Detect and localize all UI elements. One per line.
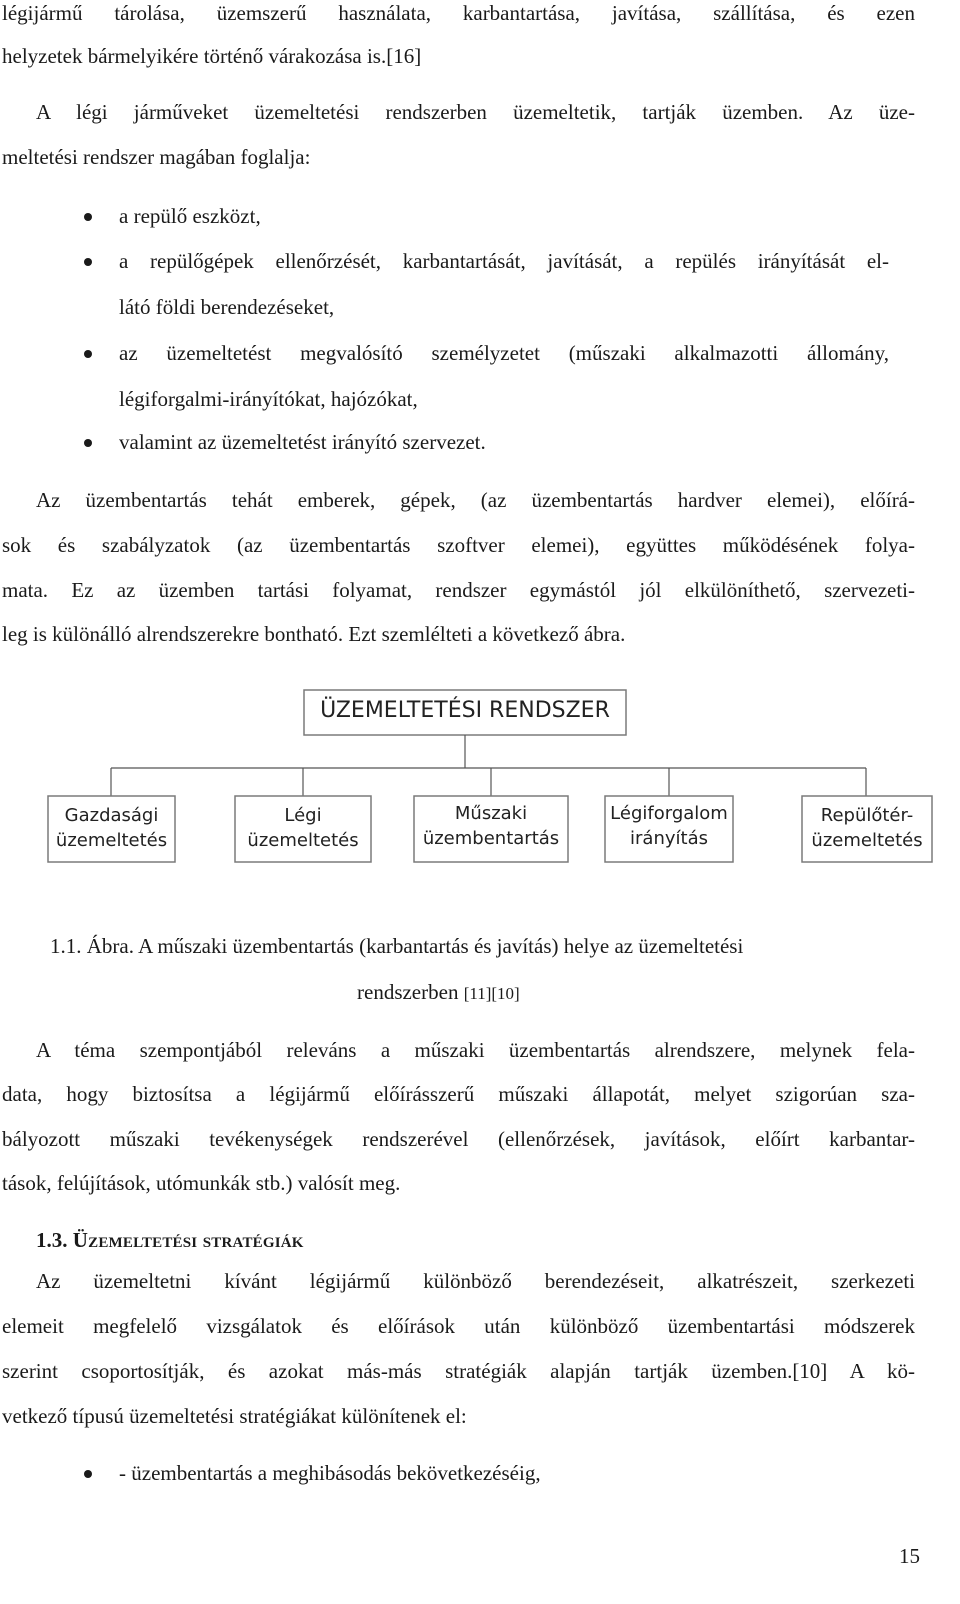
org-diagram bbox=[0, 680, 960, 880]
bullet-dot bbox=[84, 439, 92, 447]
figure-caption-line2 bbox=[357, 979, 960, 1007]
bullet-dot bbox=[84, 258, 92, 266]
node-label-line: üzemeltetés bbox=[247, 830, 359, 851]
bullet-item: valamint az üzemeltetést irányító szervezet. bbox=[119, 430, 486, 454]
bullet-dot bbox=[84, 1470, 92, 1478]
page-number: 15 bbox=[899, 1544, 920, 1568]
paragraph-line: sok és szabályzatok (az üzembentartás szoftver elemei), együttes működésének folya- bbox=[2, 533, 915, 557]
bullet-dot bbox=[84, 213, 92, 221]
bullet-item: a repülő eszközt, bbox=[119, 204, 261, 228]
node-label-line: Légiforgalom bbox=[610, 803, 728, 824]
paragraph-line: helyzetek bármelyikére történő várakozása is.[16] bbox=[2, 44, 422, 68]
bullet-dot bbox=[84, 350, 92, 358]
diagram-node-legi bbox=[235, 803, 371, 853]
bullet-item-continuation: látó földi berendezéseket, bbox=[119, 295, 335, 319]
node-label-line: Gazdasági bbox=[64, 805, 159, 826]
paragraph-line: mata. Ez az üzemben tartási folyamat, rendszer egymástól jól elkülöníthető, szervezeti- bbox=[2, 578, 915, 602]
heading-number: 1.3. bbox=[36, 1228, 68, 1252]
paragraph-line: A téma szempontjából releváns a műszaki üzembentartás alrendszere, melynek fela- bbox=[36, 1038, 915, 1062]
paragraph-line: leg is különálló alrendszerekre bontható. Ezt szemlélteti a következő ábra. bbox=[2, 622, 626, 646]
diagram-node-gazdasagi bbox=[48, 803, 175, 853]
bullet-item: a repülőgépek ellenőrzését, karbantartását, javítását, a repülés irányítását el- bbox=[119, 249, 889, 273]
bullet-item: az üzemeltetést megvalósító személyzetet (műszaki alkalmazotti állomány, bbox=[119, 341, 889, 365]
node-label-line: üzembentartás bbox=[422, 828, 560, 849]
node-label-line: Légi bbox=[284, 805, 322, 826]
diagram-root-label: ÜZEMELTETÉSI RENDSZER bbox=[320, 698, 610, 723]
paragraph-line: tások, felújítások, utómunkák stb.) valósít meg. bbox=[2, 1171, 401, 1195]
paragraph-line: bályozott műszaki tevékenységek rendszerével (ellenőrzések, javítások, előírt karbantar- bbox=[2, 1127, 915, 1151]
paragraph-line: szerint csoportosítják, és azokat más-más stratégiák alapján tartják üzemben.[10] A kö- bbox=[2, 1359, 915, 1383]
paragraph-line: data, hogy biztosítsa a légijármű előírásszerű műszaki állapotát, melyet szigorúan sza- bbox=[2, 1082, 915, 1106]
paragraph-line: Az üzemeltetni kívánt légijármű különböző berendezéseit, alkatrészeit, szerkezeti bbox=[36, 1269, 915, 1293]
paragraph-line: vetkező típusú üzemeltetési stratégiákat különítenek el: bbox=[2, 1404, 467, 1428]
paragraph-line: légijármű tárolása, üzemszerű használata, karbantartása, javítása, szállítása, és ezen bbox=[2, 1, 915, 25]
paragraph-line: Az üzembentartás tehát emberek, gépek, (az üzembentartás hardver elemei), előírá- bbox=[36, 488, 915, 512]
section-heading bbox=[36, 1227, 960, 1253]
node-label-line: üzemeltetés bbox=[55, 830, 168, 851]
heading-title: Üzemeltetési stratégiák bbox=[72, 1228, 304, 1252]
bullet-item-continuation: légiforgalmi-irányítókat, hajózókat, bbox=[119, 387, 418, 411]
diagram-node-muszaki bbox=[414, 801, 568, 851]
diagram-node-legiforgalom bbox=[605, 801, 733, 851]
paragraph-line: elemeit megfelelő vizsgálatok és előírások után különböző üzembentartási módszerek bbox=[2, 1314, 915, 1338]
paragraph-line: A légi járműveket üzemeltetési rendszerben üzemeltetik, tartják üzemben. Az üze- bbox=[36, 100, 915, 124]
node-label-line: üzemeltetés bbox=[811, 830, 923, 851]
node-label-line: Repülőtér- bbox=[820, 805, 914, 826]
node-label-line: Műszaki bbox=[454, 803, 528, 824]
figure-caption: 1.1. Ábra. A műszaki üzembentartás (karbantartás és javítás) helye az üzemeltetési bbox=[50, 934, 744, 958]
node-label-line: irányítás bbox=[630, 828, 708, 849]
diagram-node-repuloter bbox=[802, 803, 932, 853]
caption-reference: [11][10] bbox=[463, 984, 520, 1003]
bullet-item: - üzembentartás a meghibásodás bekövetkezéséig, bbox=[119, 1461, 541, 1485]
caption-text: rendszerben bbox=[357, 980, 464, 1004]
paragraph-line: meltetési rendszer magában foglalja: bbox=[2, 145, 311, 169]
